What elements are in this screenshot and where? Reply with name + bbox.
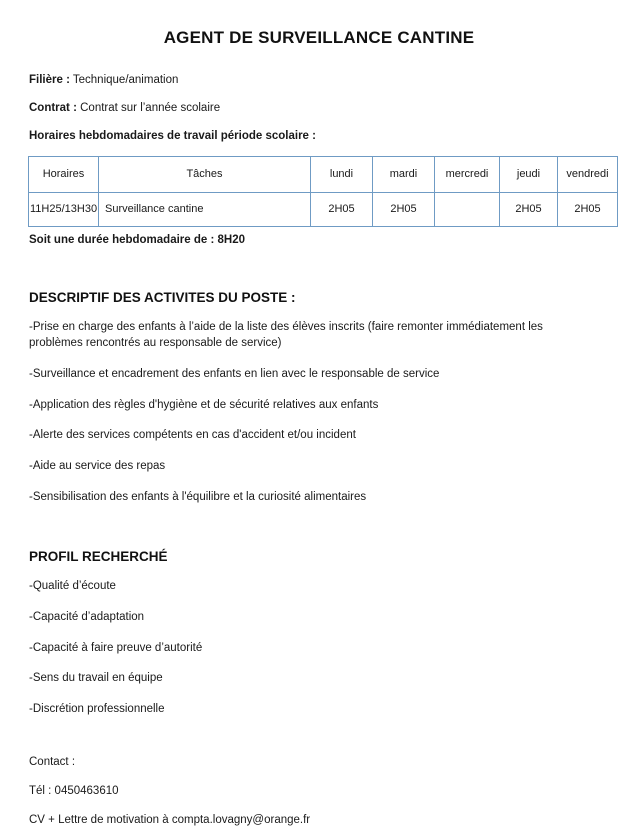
list-item: -Sensibilisation des enfants à l'équilibre et la curiosité alimentaires <box>29 490 367 503</box>
list-item: -Aide au service des repas <box>29 460 166 473</box>
activities-section <box>20 290 618 506</box>
filiere-value: Technique/animation <box>69 74 179 86</box>
horaires-heading: Horaires hebdomadaires de travail période scolaire : <box>29 130 316 143</box>
list-item: -Capacité d’adaptation <box>29 611 145 624</box>
cell-jeudi: 2H05 <box>500 192 558 226</box>
list-item: -Qualité d’écoute <box>29 580 116 593</box>
contact-label: Contact : <box>29 755 76 768</box>
list-item: -Sens du travail en équipe <box>29 672 163 685</box>
contrat-line <box>29 102 618 115</box>
filiere-label: Filière : <box>29 74 70 86</box>
cell-lundi: 2H05 <box>311 192 373 226</box>
contrat-label: Contrat : <box>29 102 77 115</box>
column-header-lundi: lundi <box>311 156 373 192</box>
contact-phone: Tél : 0450463610 <box>29 784 119 797</box>
profile-section <box>20 549 618 717</box>
contact-section <box>20 756 618 827</box>
profile-heading: PROFIL RECHERCHÉ <box>29 549 168 565</box>
table-row <box>29 192 618 226</box>
weekly-total-line: Soit une durée hebdomadaire de : 8H20 <box>29 233 245 246</box>
list-item: -Alerte des services compétents en cas d'accident et/ou incident <box>29 429 356 442</box>
schedule-table-wrapper <box>20 156 618 227</box>
list-item: -Discrétion professionnelle <box>29 703 165 716</box>
column-header-taches: Tâches <box>99 156 311 192</box>
cell-horaires: 11H25/13H30 <box>29 192 99 226</box>
cell-taches: Surveillance cantine <box>99 192 311 226</box>
filiere-line <box>29 74 618 87</box>
cell-vendredi: 2H05 <box>558 192 618 226</box>
contact-application: CV + Lettre de motivation à compta.lovagny@orange.fr <box>29 814 311 827</box>
column-header-mercredi: mercredi <box>435 156 500 192</box>
profile-list <box>29 578 618 717</box>
list-item: -Prise en charge des enfants à l’aide de la liste des élèves inscrits (faire remonter immédiatement les problèmes rencontrés au responsable de service) <box>29 320 543 350</box>
schedule-table <box>28 156 618 227</box>
column-header-jeudi: jeudi <box>500 156 558 192</box>
job-meta-block <box>20 74 618 144</box>
list-item: -Application des règles d'hygiène et de sécurité relatives aux enfants <box>29 398 379 411</box>
column-header-vendredi: vendredi <box>558 156 618 192</box>
table-header-row <box>29 156 618 192</box>
column-header-mardi: mardi <box>373 156 435 192</box>
list-item: -Surveillance et encadrement des enfants en lien avec le responsable de service <box>29 368 440 380</box>
list-item: -Capacité à faire preuve d’autorité <box>29 641 203 654</box>
page-title: AGENT DE SURVEILLANCE CANTINE <box>163 28 475 47</box>
activities-list <box>29 319 618 506</box>
column-header-horaires: Horaires <box>29 156 99 192</box>
activities-heading: DESCRIPTIF DES ACTIVITES DU POSTE : <box>29 289 296 305</box>
cell-mercredi <box>435 192 500 226</box>
contrat-value: Contrat sur l’année scolaire <box>76 102 221 115</box>
cell-mardi: 2H05 <box>373 192 435 226</box>
